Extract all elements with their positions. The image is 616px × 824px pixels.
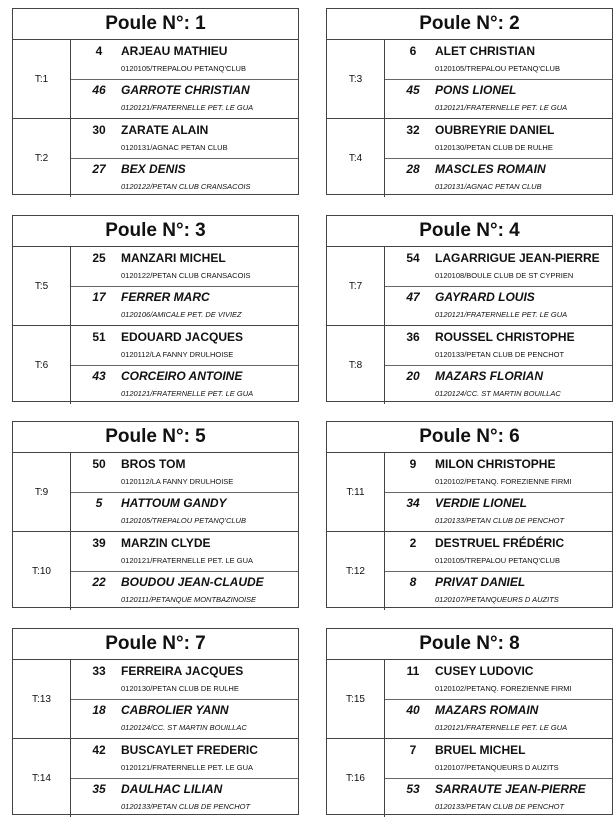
player-club: 0120121/FRATERNELLE PET. LE GUA bbox=[121, 556, 254, 565]
player-club: 0120111/PETANQUE MONTBAZINOISE bbox=[121, 595, 257, 604]
player-name: DAULHAC LILIAN bbox=[121, 782, 223, 796]
player-name: BUSCAYLET FREDERIC bbox=[121, 743, 258, 757]
player-name: MARZIN CLYDE bbox=[121, 536, 211, 550]
table-block bbox=[327, 660, 612, 739]
player-club: 0120131/AGNAC PETAN CLUB bbox=[435, 182, 542, 191]
player-club: 0120112/LA FANNY DRULHOISE bbox=[121, 477, 234, 486]
player-club: 0120133/PETAN CLUB DE PENCHOT bbox=[435, 350, 565, 359]
player-name: HATTOUM GANDY bbox=[121, 496, 227, 510]
player-row bbox=[71, 532, 298, 572]
player-number: 53 bbox=[406, 782, 420, 796]
table-number: T:13 bbox=[13, 660, 71, 738]
table-number: T:8 bbox=[327, 326, 385, 404]
player-number: 8 bbox=[409, 575, 417, 589]
player-name: BRUEL MICHEL bbox=[435, 743, 526, 757]
player-row bbox=[385, 247, 612, 287]
player-number: 32 bbox=[406, 123, 420, 137]
poule-box bbox=[326, 8, 613, 195]
table-block bbox=[327, 453, 612, 532]
player-name: ZARATE ALAIN bbox=[121, 123, 209, 137]
poule-title: Poule N°: 6 bbox=[327, 422, 612, 453]
poule-title: Poule N°: 7 bbox=[13, 629, 298, 660]
player-row bbox=[385, 119, 612, 159]
player-row bbox=[385, 492, 612, 531]
player-name: DESTRUEL FRÉDÉRIC bbox=[435, 536, 565, 550]
table-number: T:15 bbox=[327, 660, 385, 738]
player-club: 0120124/CC. ST MARTIN BOUILLAC bbox=[435, 389, 561, 398]
player-name: BOUDOU JEAN-CLAUDE bbox=[121, 575, 264, 589]
player-row bbox=[385, 739, 612, 779]
player-row bbox=[71, 739, 298, 779]
poule-title: Poule N°: 3 bbox=[13, 216, 298, 247]
player-club: 0120106/AMICALE PET. DE VIVIEZ bbox=[121, 310, 242, 319]
player-name: VERDIE LIONEL bbox=[435, 496, 528, 510]
player-number: 42 bbox=[92, 743, 106, 757]
player-number: 54 bbox=[406, 251, 420, 265]
player-name: EDOUARD JACQUES bbox=[121, 330, 244, 344]
player-row bbox=[71, 453, 298, 493]
table-number: T:14 bbox=[13, 739, 71, 817]
player-number: 27 bbox=[92, 162, 106, 176]
poule-box bbox=[12, 8, 299, 195]
player-number: 45 bbox=[406, 83, 420, 97]
table-block bbox=[13, 660, 298, 739]
player-name: ALET CHRISTIAN bbox=[435, 44, 535, 58]
player-name: FERREIRA JACQUES bbox=[121, 664, 244, 678]
player-number: 34 bbox=[406, 496, 420, 510]
table-block bbox=[13, 453, 298, 532]
table-number: T:2 bbox=[13, 119, 71, 197]
table-block bbox=[327, 119, 612, 197]
table-number: T:16 bbox=[327, 739, 385, 817]
poule-box bbox=[326, 215, 613, 402]
poule-title: Poule N°: 5 bbox=[13, 422, 298, 453]
player-club: 0120121/FRATERNELLE PET. LE GUA bbox=[435, 103, 568, 112]
player-name: ARJEAU MATHIEU bbox=[121, 44, 228, 58]
player-number: 33 bbox=[92, 664, 106, 678]
player-club: 0120105/TREPALOU PETANQ'CLUB bbox=[435, 556, 560, 565]
player-name: CUSEY LUDOVIC bbox=[435, 664, 534, 678]
player-name: CABROLIER YANN bbox=[121, 703, 229, 717]
player-name: MASCLES ROMAIN bbox=[435, 162, 546, 176]
player-number: 7 bbox=[409, 743, 417, 757]
player-club: 0120121/FRATERNELLE PET. LE GUA bbox=[121, 763, 254, 772]
player-row bbox=[385, 532, 612, 572]
table-block bbox=[13, 119, 298, 197]
player-number: 40 bbox=[406, 703, 420, 717]
player-row bbox=[71, 699, 298, 738]
player-row bbox=[71, 660, 298, 700]
player-number: 18 bbox=[92, 703, 106, 717]
player-club: 0120121/FRATERNELLE PET. LE GUA bbox=[435, 310, 568, 319]
player-club: 0120102/PETANQ. FOREZIENNE FIRMI bbox=[435, 684, 572, 693]
player-number: 51 bbox=[92, 330, 106, 344]
player-club: 0120121/FRATERNELLE PET. LE GUA bbox=[435, 723, 568, 732]
table-block bbox=[13, 40, 298, 119]
table-block bbox=[327, 532, 612, 610]
player-club: 0120121/FRATERNELLE PET. LE GUA bbox=[121, 103, 254, 112]
player-row bbox=[71, 326, 298, 366]
player-row bbox=[385, 286, 612, 325]
player-name: PONS LIONEL bbox=[435, 83, 517, 97]
poule-box bbox=[326, 421, 613, 608]
player-club: 0120105/TREPALOU PETANQ'CLUB bbox=[121, 64, 246, 73]
player-club: 0120130/PETAN CLUB DE RULHE bbox=[121, 684, 239, 693]
player-number: 43 bbox=[92, 369, 106, 383]
player-club: 0120121/FRATERNELLE PET. LE GUA bbox=[121, 389, 254, 398]
player-row bbox=[385, 660, 612, 700]
player-row bbox=[71, 158, 298, 197]
table-number: T:5 bbox=[13, 247, 71, 325]
player-number: 17 bbox=[92, 290, 106, 304]
player-number: 39 bbox=[92, 536, 106, 550]
player-row bbox=[71, 365, 298, 404]
player-club: 0120122/PETAN CLUB CRANSACOIS bbox=[121, 182, 251, 191]
player-row bbox=[71, 119, 298, 159]
table-number: T:6 bbox=[13, 326, 71, 404]
player-row bbox=[385, 79, 612, 118]
player-club: 0120105/TREPALOU PETANQ'CLUB bbox=[435, 64, 560, 73]
table-block bbox=[13, 247, 298, 326]
player-row bbox=[71, 778, 298, 817]
player-number: 9 bbox=[409, 457, 417, 471]
player-club: 0120130/PETAN CLUB DE RULHE bbox=[435, 143, 553, 152]
player-club: 0120107/PETANQUEURS D AUZITS bbox=[435, 595, 559, 604]
table-number: T:1 bbox=[13, 40, 71, 118]
player-row bbox=[71, 247, 298, 287]
table-number: T:12 bbox=[327, 532, 385, 610]
poule-box bbox=[12, 421, 299, 608]
player-number: 4 bbox=[95, 44, 103, 58]
player-club: 0120107/PETANQUEURS D AUZITS bbox=[435, 763, 559, 772]
table-number: T:3 bbox=[327, 40, 385, 118]
poule-title: Poule N°: 4 bbox=[327, 216, 612, 247]
player-row bbox=[71, 40, 298, 80]
poule-title: Poule N°: 8 bbox=[327, 629, 612, 660]
table-block bbox=[13, 532, 298, 610]
player-number: 30 bbox=[92, 123, 106, 137]
table-block bbox=[327, 40, 612, 119]
player-name: OUBREYRIE DANIEL bbox=[435, 123, 555, 137]
player-name: BEX DENIS bbox=[121, 162, 186, 176]
player-number: 50 bbox=[92, 457, 106, 471]
player-row bbox=[71, 286, 298, 325]
player-number: 20 bbox=[406, 369, 420, 383]
player-row bbox=[71, 571, 298, 610]
player-row bbox=[385, 453, 612, 493]
table-block bbox=[327, 326, 612, 404]
player-number: 6 bbox=[409, 44, 417, 58]
player-club: 0120108/BOULE CLUB DE ST CYPRIEN bbox=[435, 271, 574, 280]
table-number: T:9 bbox=[13, 453, 71, 531]
player-name: BROS TOM bbox=[121, 457, 186, 471]
player-number: 46 bbox=[92, 83, 106, 97]
player-name: MILON CHRISTOPHE bbox=[435, 457, 556, 471]
table-number: T:11 bbox=[327, 453, 385, 531]
player-number: 36 bbox=[406, 330, 420, 344]
player-number: 25 bbox=[92, 251, 106, 265]
player-name: GARROTE CHRISTIAN bbox=[121, 83, 250, 97]
table-block bbox=[327, 247, 612, 326]
player-name: GAYRARD LOUIS bbox=[435, 290, 535, 304]
table-number: T:4 bbox=[327, 119, 385, 197]
player-row bbox=[385, 571, 612, 610]
player-club: 0120133/PETAN CLUB DE PENCHOT bbox=[435, 802, 565, 811]
poule-box bbox=[12, 628, 299, 815]
player-name: MAZARS ROMAIN bbox=[435, 703, 539, 717]
player-number: 22 bbox=[92, 575, 106, 589]
player-row bbox=[385, 778, 612, 817]
table-block bbox=[327, 739, 612, 817]
player-name: SARRAUTE JEAN-PIERRE bbox=[435, 782, 586, 796]
player-number: 35 bbox=[92, 782, 106, 796]
poule-title: Poule N°: 2 bbox=[327, 9, 612, 40]
player-number: 11 bbox=[406, 664, 420, 678]
player-club: 0120102/PETANQ. FOREZIENNE FIRMI bbox=[435, 477, 572, 486]
table-number: T:7 bbox=[327, 247, 385, 325]
player-name: MAZARS FLORIAN bbox=[435, 369, 543, 383]
player-name: MANZARI MICHEL bbox=[121, 251, 226, 265]
player-number: 2 bbox=[409, 536, 417, 550]
player-number: 5 bbox=[95, 496, 103, 510]
player-row bbox=[385, 326, 612, 366]
player-row bbox=[385, 40, 612, 80]
player-number: 47 bbox=[406, 290, 420, 304]
player-club: 0120124/CC. ST MARTIN BOUILLAC bbox=[121, 723, 247, 732]
player-name: FERRER MARC bbox=[121, 290, 210, 304]
poule-box bbox=[326, 628, 613, 815]
player-name: PRIVAT DANIEL bbox=[435, 575, 526, 589]
player-club: 0120122/PETAN CLUB CRANSACOIS bbox=[121, 271, 251, 280]
player-club: 0120112/LA FANNY DRULHOISE bbox=[121, 350, 234, 359]
player-row bbox=[385, 158, 612, 197]
player-row bbox=[385, 365, 612, 404]
player-club: 0120105/TREPALOU PETANQ'CLUB bbox=[121, 516, 246, 525]
table-block bbox=[13, 326, 298, 404]
player-row bbox=[385, 699, 612, 738]
poule-title: Poule N°: 1 bbox=[13, 9, 298, 40]
table-block bbox=[13, 739, 298, 817]
player-name: ROUSSEL CHRISTOPHE bbox=[435, 330, 575, 344]
player-name: CORCEIRO ANTOINE bbox=[121, 369, 243, 383]
player-row bbox=[71, 492, 298, 531]
player-row bbox=[71, 79, 298, 118]
player-club: 0120133/PETAN CLUB DE PENCHOT bbox=[121, 802, 251, 811]
poule-box bbox=[12, 215, 299, 402]
table-number: T:10 bbox=[13, 532, 71, 610]
player-club: 0120133/PETAN CLUB DE PENCHOT bbox=[435, 516, 565, 525]
player-club: 0120131/AGNAC PETAN CLUB bbox=[121, 143, 228, 152]
player-name: LAGARRIGUE JEAN-PIERRE bbox=[435, 251, 600, 265]
player-number: 28 bbox=[406, 162, 420, 176]
